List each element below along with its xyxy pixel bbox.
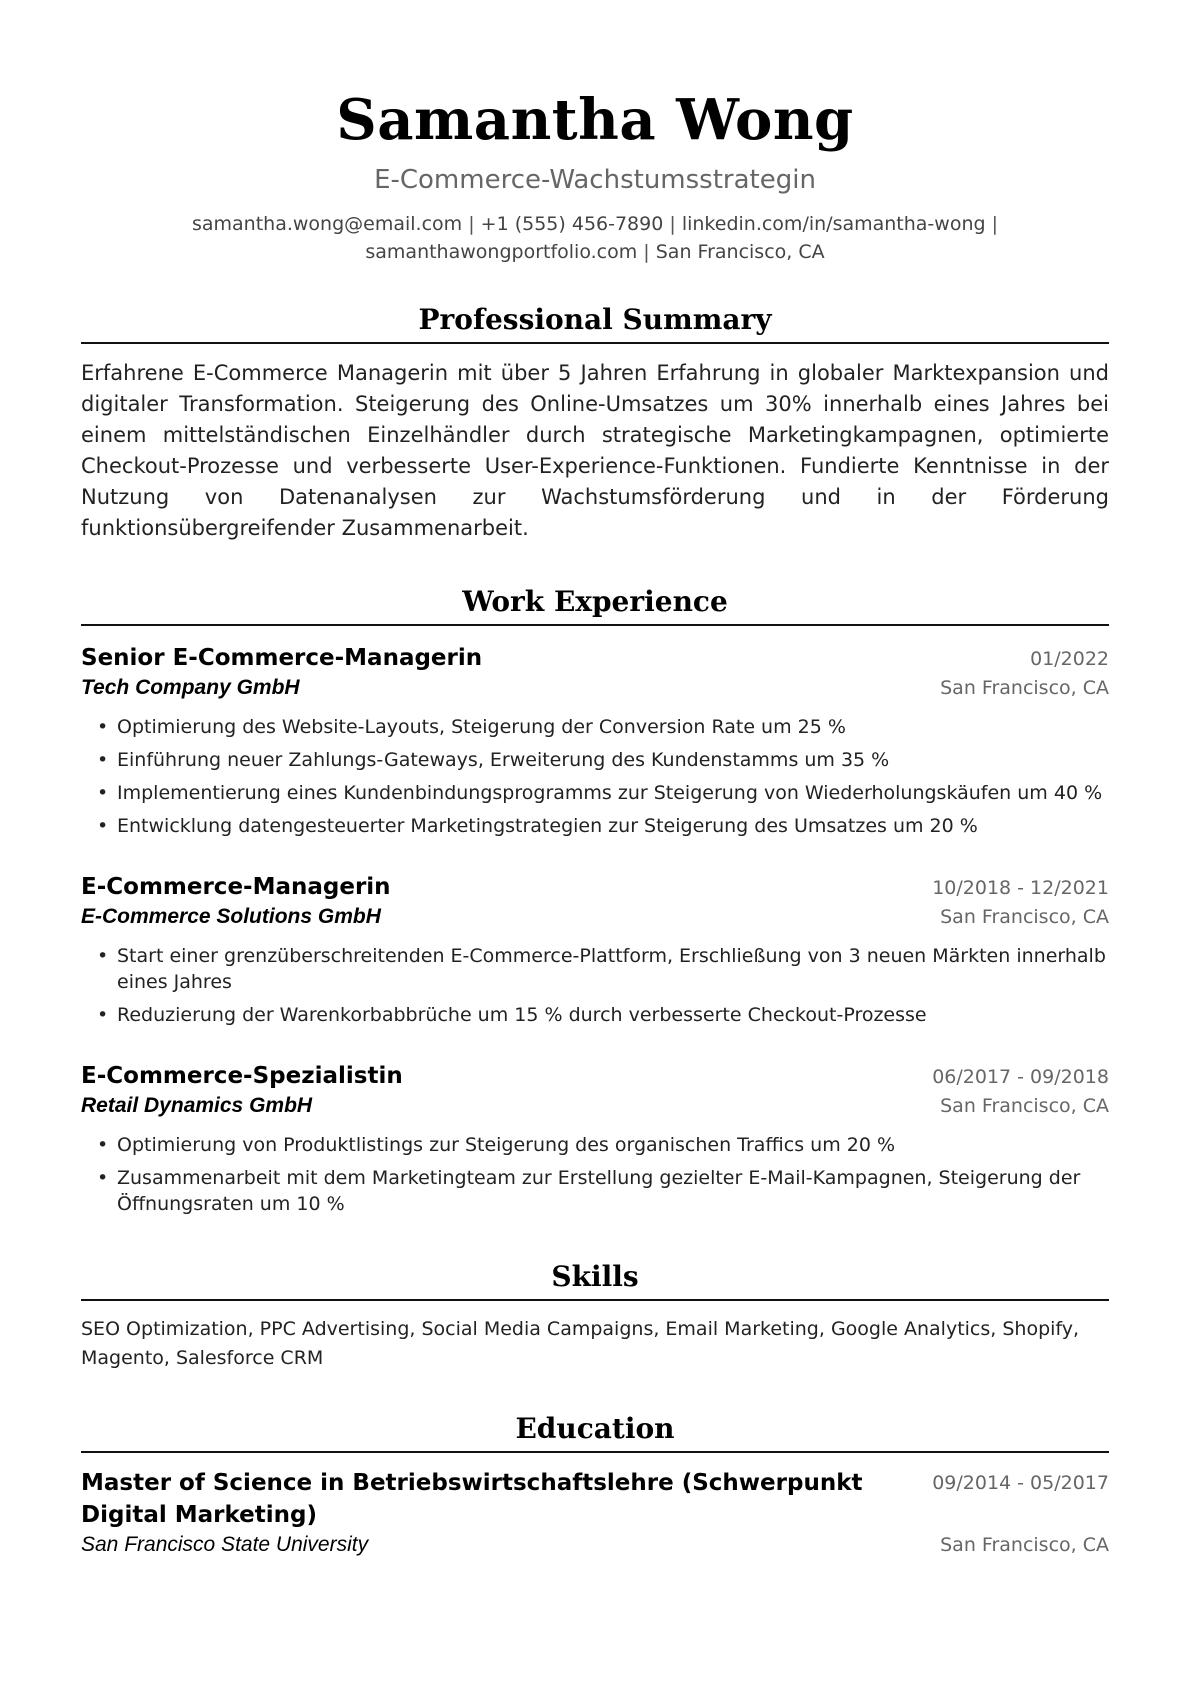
contact-separator: | bbox=[468, 213, 475, 235]
job-company: Retail Dynamics GmbH bbox=[81, 1094, 313, 1117]
contact-separator: | bbox=[669, 213, 676, 235]
education-school: San Francisco State University bbox=[81, 1533, 369, 1556]
section-divider bbox=[81, 342, 1109, 344]
job-bullet: • Zusammenarbeit mit dem Marketingteam zur Erstellung gezielter E-Mail-Kampagnen, Steigerung der Öffnungsraten um 10 % bbox=[81, 1165, 1109, 1217]
job-entry bbox=[81, 642, 1109, 839]
section-heading-education: Education bbox=[515, 1412, 675, 1445]
job-bullets bbox=[81, 943, 1109, 1028]
section-divider bbox=[81, 624, 1109, 626]
job-dates: 01/2022 bbox=[1030, 648, 1109, 670]
job-bullets bbox=[81, 714, 1109, 839]
section-divider bbox=[81, 1299, 1109, 1301]
contact-separator: | bbox=[991, 213, 999, 235]
contact-linkedin[interactable]: linkedin.com/in/samantha-wong bbox=[681, 213, 986, 235]
section-heading-skills: Skills bbox=[551, 1260, 639, 1293]
candidate-title: E-Commerce-Wachstumsstrategin bbox=[374, 165, 816, 195]
job-bullet: • Entwicklung datengesteuerter Marketingstrategien zur Steigerung des Umsatzes um 20 % bbox=[81, 813, 1109, 839]
job-company: E-Commerce Solutions GmbH bbox=[81, 905, 381, 928]
contact-separator: | bbox=[643, 241, 650, 263]
job-bullet: • Optimierung des Website-Layouts, Steigerung der Conversion Rate um 25 % bbox=[81, 714, 1109, 740]
job-role: E-Commerce-Managerin bbox=[81, 874, 391, 900]
job-bullets bbox=[81, 1132, 1109, 1217]
job-entry bbox=[81, 1060, 1109, 1217]
job-bullet: • Reduzierung der Warenkorbabbrüche um 15 % durch verbesserte Checkout-Prozesse bbox=[81, 1002, 1109, 1028]
job-bullet: • Einführung neuer Zahlungs-Gateways, Erweiterung des Kundenstamms um 35 % bbox=[81, 747, 1109, 773]
summary-section bbox=[81, 302, 1109, 544]
job-bullet: • Optimierung von Produktlistings zur Steigerung des organischen Traffics um 20 % bbox=[81, 1132, 1109, 1158]
job-company: Tech Company GmbH bbox=[81, 676, 300, 699]
skills-text: SEO Optimization, PPC Advertising, Social Media Campaigns, Email Marketing, Google Analytics, Shopify, Magento, Salesforce CRM bbox=[81, 1318, 1080, 1369]
contact-portfolio[interactable]: samanthawongportfolio.com bbox=[365, 241, 638, 263]
section-heading-experience: Work Experience bbox=[462, 585, 728, 618]
contact-email[interactable]: samantha.wong@email.com bbox=[191, 213, 463, 235]
contact-phone[interactable]: +1 (555) 456-7890 bbox=[480, 213, 664, 235]
section-heading-summary: Professional Summary bbox=[418, 303, 772, 336]
job-dates: 10/2018 - 12/2021 bbox=[932, 877, 1109, 899]
job-location: San Francisco, CA bbox=[940, 1095, 1109, 1117]
job-entry bbox=[81, 871, 1109, 1028]
summary-text: Erfahrene E-Commerce Managerin mit über 5 Jahren Erfahrung in globaler Marktexpansion und digitaler Transformation. Steigerung des Online-Umsatzes um 30% innerhalb eines Jahres bei einem mittelständischen Einzelhändler durch strategische Marketingkampagnen, optimierte Checkout-Prozesse und verbesserte User-Experience-Funktionen. Fundierte Kenntnisse in der Nutzung von Datenanalysen zur Wachstumsförderung und in der Förderung funktionsübergreifender Zusammenarbeit. bbox=[81, 361, 1109, 540]
job-role: E-Commerce-Spezialistin bbox=[81, 1063, 403, 1089]
education-location: San Francisco, CA bbox=[940, 1534, 1109, 1556]
education-dates: 09/2014 - 05/2017 bbox=[932, 1472, 1109, 1494]
contact-info bbox=[81, 210, 1109, 266]
job-location: San Francisco, CA bbox=[940, 677, 1109, 699]
resume-header bbox=[81, 0, 1109, 266]
section-divider bbox=[81, 1451, 1109, 1453]
education-entry bbox=[81, 1467, 1109, 1559]
job-dates: 06/2017 - 09/2018 bbox=[932, 1066, 1109, 1088]
education-degree: Master of Science in Betriebswirtschaftslehre (Schwerpunkt Digital Marketing) bbox=[81, 1470, 863, 1528]
experience-section bbox=[81, 584, 1109, 1217]
job-bullet: • Implementierung eines Kundenbindungsprogramms zur Steigerung von Wiederholungskäufen um 40 % bbox=[81, 780, 1109, 806]
job-bullet: • Start einer grenzüberschreitenden E-Commerce-Plattform, Erschließung von 3 neuen Märkten innerhalb eines Jahres bbox=[81, 943, 1109, 995]
job-role: Senior E-Commerce-Managerin bbox=[81, 645, 483, 671]
skills-section bbox=[81, 1259, 1109, 1373]
education-section bbox=[81, 1411, 1109, 1559]
candidate-name: Samantha Wong bbox=[336, 87, 854, 153]
contact-location: San Francisco, CA bbox=[655, 241, 825, 263]
job-location: San Francisco, CA bbox=[940, 906, 1109, 928]
